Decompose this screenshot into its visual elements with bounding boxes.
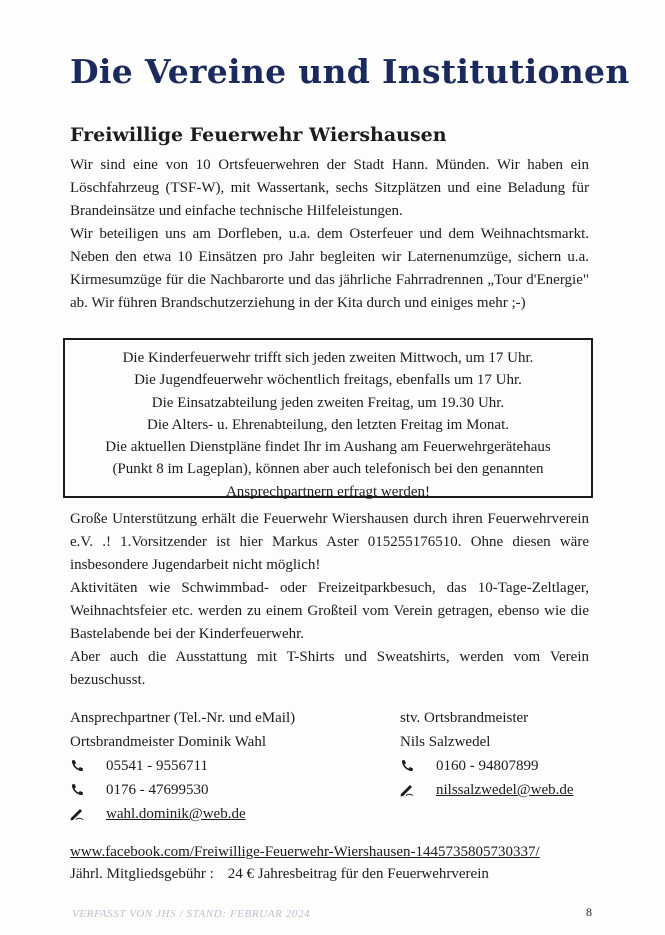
support-paragraph: Aktivitäten wie Schwimmbad- oder Freizeitparkbesuch, das 10-Tage-Zeltlager, Weihnachtsfeier etc. werden zu einem Großteil vom Verein getragen, ebenso wie die Bastelabende bei der Kinderfeuerwehr.	[70, 580, 589, 642]
section-title: Freiwillige Feuerwehr Wiershausen	[70, 124, 447, 146]
support-paragraph: Große Unterstützung erhält die Feuerwehr Wiershausen durch ihren Feuerwehrverein e.V. .! 1.Vorsitzender ist hier Markus Aster 015255176510. Ohne diesen wäre insbesondere Jugendarbeit nicht möglich!	[70, 511, 589, 573]
contact-heading: stv. Ortsbrandmeister	[400, 710, 529, 726]
contact-phone[interactable]: 05541 - 9556711	[106, 758, 208, 774]
contact-email[interactable]: nilssalzwedel@web.de	[436, 782, 574, 798]
schedule-line: Die Alters- u. Ehrenabteilung, den letzten Freitag im Monat.	[147, 416, 509, 433]
contact-email[interactable]: wahl.dominik@web.de	[106, 806, 246, 822]
page-title: Die Vereine und Institutionen	[70, 52, 630, 91]
contact-name: Nils Salzwedel	[400, 734, 491, 750]
support-paragraph: Aber auch die Ausstattung mit T-Shirts und Sweatshirts, werden vom Verein bezuschusst.	[70, 649, 589, 688]
schedule-box	[63, 338, 593, 498]
email-icon	[70, 807, 84, 821]
contact-block-left	[70, 706, 370, 826]
contact-name: Ortsbrandmeister Dominik Wahl	[70, 734, 266, 750]
contact-heading: Ansprechpartner (Tel.-Nr. und eMail)	[70, 710, 296, 726]
contact-phone-row	[400, 754, 620, 778]
contact-phone-row	[70, 778, 370, 802]
phone-icon	[70, 759, 84, 773]
phone-icon	[70, 783, 84, 797]
intro-paragraph: Wir sind eine von 10 Ortsfeuerwehren der Stadt Hann. Münden. Wir haben ein Löschfahrzeug (TSF-W), mit Wassertank, sechs Sitzplätzen und eine Beladung für Brandeinsätze und einfache technische Hilfeleistungen.	[70, 157, 589, 219]
schedule-line: Die Jugendfeuerwehr wöchentlich freitags, ebenfalls um 17 Uhr.	[134, 372, 522, 389]
footer-note: VERFASST VON JHS / STAND: FEBRUAR 2024	[72, 908, 311, 920]
phone-icon	[400, 759, 414, 773]
contact-phone-row	[70, 754, 370, 778]
fee-value: 24 € Jahresbeitrag für den Feuerwehrverein	[227, 866, 489, 882]
intro-paragraph: Wir beteiligen uns am Dorfleben, u.a. dem Osterfeuer und dem Weihnachtsmarkt. Neben den etwa 10 Einsätzen pro Jahr begleiten wir Laternenumzüge, sichern u.a. Kirmesumzüge für die Nachbarorte und das jährliche Fahrradrennen „Tour d'Energie" ab. Wir führen Brandschutzerziehung in der Kita durch und einiges mehr ;-)	[70, 226, 589, 311]
schedule-line: Ansprechpartnern erfragt werden!	[225, 483, 431, 500]
page-number: 8	[586, 905, 592, 919]
schedule-line: Die aktuellen Dienstpläne findet Ihr im Aushang am Feuerwehrgerätehaus	[105, 439, 551, 456]
contact-phone[interactable]: 0160 - 94807899	[436, 758, 539, 774]
schedule-line: Die Kinderfeuerwehr trifft sich jeden zweiten Mittwoch, um 17 Uhr.	[122, 350, 534, 366]
support-text	[70, 508, 589, 692]
facebook-link[interactable]: www.facebook.com/Freiwillige-Feuerwehr-Wiershausen-1445735805730337/	[70, 844, 540, 860]
contact-email-row	[400, 778, 620, 802]
membership-fee	[70, 866, 489, 883]
schedule-line: Die Einsatzabteilung jeden zweiten Freitag, um 19.30 Uhr.	[151, 394, 505, 411]
contact-email-row	[70, 802, 370, 826]
email-icon	[400, 783, 414, 797]
contact-phone[interactable]: 0176 - 47699530	[106, 782, 209, 798]
fee-label: Jährl. Mitgliedsgebühr :	[70, 866, 214, 882]
intro-text	[70, 154, 589, 315]
contact-block-right	[400, 706, 620, 802]
schedule-line: (Punkt 8 im Lageplan), können aber auch telefonisch bei den genannten	[112, 461, 544, 478]
